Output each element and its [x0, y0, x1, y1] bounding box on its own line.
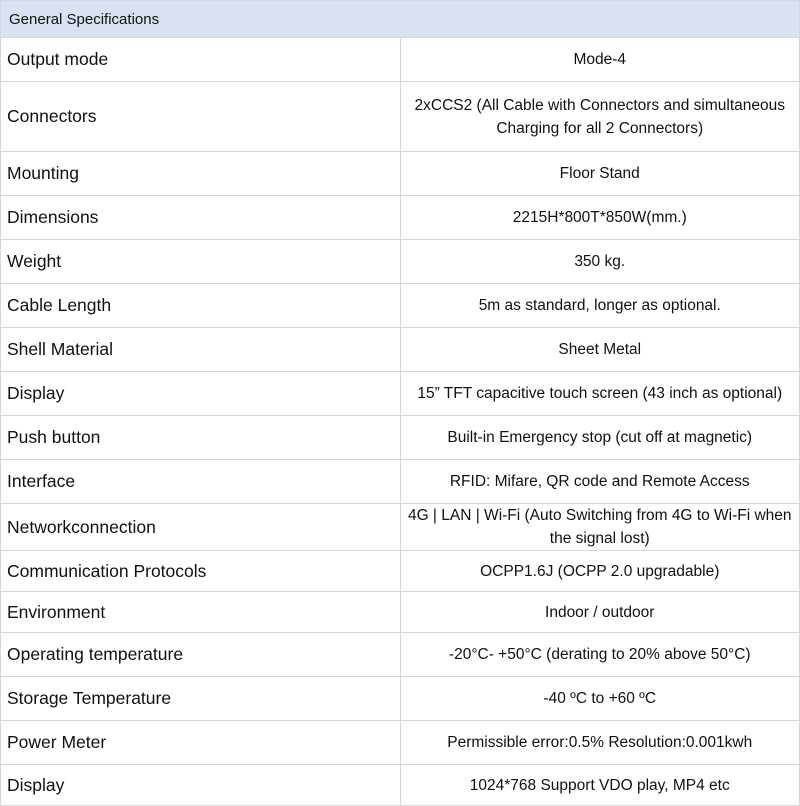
row-value: 350 kg.: [400, 240, 800, 284]
row-label: Shell Material: [1, 328, 401, 372]
table-row: [1, 633, 800, 677]
row-label: Connectors: [1, 82, 401, 152]
row-value: 5m as standard, longer as optional.: [400, 284, 800, 328]
row-label: Interface: [1, 460, 401, 504]
row-value: Mode-4: [400, 38, 800, 82]
row-value: Built-in Emergency stop (cut off at magnetic): [400, 416, 800, 460]
row-label: Environment: [1, 592, 401, 633]
row-label: Operating temperature: [1, 633, 401, 677]
header-row: [1, 1, 800, 38]
row-value: Indoor / outdoor: [400, 592, 800, 633]
row-value: 1024*768 Support VDO play, MP4 etc: [400, 765, 800, 806]
table-row: [1, 240, 800, 284]
row-value: 4G | LAN | Wi-Fi (Auto Switching from 4G to Wi-Fi when the signal lost): [400, 504, 800, 551]
row-value: Sheet Metal: [400, 328, 800, 372]
table-row: [1, 504, 800, 551]
table-row: [1, 416, 800, 460]
row-value: Permissible error:0.5% Resolution:0.001kwh: [400, 721, 800, 765]
row-label: Communication Protocols: [1, 551, 401, 592]
row-value: RFID: Mifare, QR code and Remote Access: [400, 460, 800, 504]
row-label: Mounting: [1, 152, 401, 196]
row-label: Cable Length: [1, 284, 401, 328]
row-label: Networkconnection: [1, 504, 401, 551]
row-value: 15” TFT capacitive touch screen (43 inch as optional): [400, 372, 800, 416]
row-value: 2215H*800T*850W(mm.): [400, 196, 800, 240]
table-row: [1, 82, 800, 152]
row-label: Power Meter: [1, 721, 401, 765]
row-label: Display: [1, 372, 401, 416]
row-value: -40 ºC to +60 ºC: [400, 677, 800, 721]
row-value: 2xCCS2 (All Cable with Connectors and simultaneous Charging for all 2 Connectors): [400, 82, 800, 152]
table-header: General Specifications: [1, 1, 800, 38]
row-value: Floor Stand: [400, 152, 800, 196]
table-row: [1, 765, 800, 806]
row-label: Push button: [1, 416, 401, 460]
row-label: Storage Temperature: [1, 677, 401, 721]
table-row: [1, 152, 800, 196]
row-label: Display: [1, 765, 401, 806]
table-row: [1, 721, 800, 765]
row-label: Output mode: [1, 38, 401, 82]
row-label: Dimensions: [1, 196, 401, 240]
table-row: [1, 372, 800, 416]
table-row: [1, 328, 800, 372]
table-row: [1, 284, 800, 328]
table-row: [1, 38, 800, 82]
table-row: [1, 460, 800, 504]
table-row: [1, 592, 800, 633]
row-value: -20°C- +50°C (derating to 20% above 50°C): [400, 633, 800, 677]
row-value: OCPP1.6J (OCPP 2.0 upgradable): [400, 551, 800, 592]
row-label: Weight: [1, 240, 401, 284]
table-row: [1, 677, 800, 721]
table-row: [1, 196, 800, 240]
table-row: [1, 551, 800, 592]
